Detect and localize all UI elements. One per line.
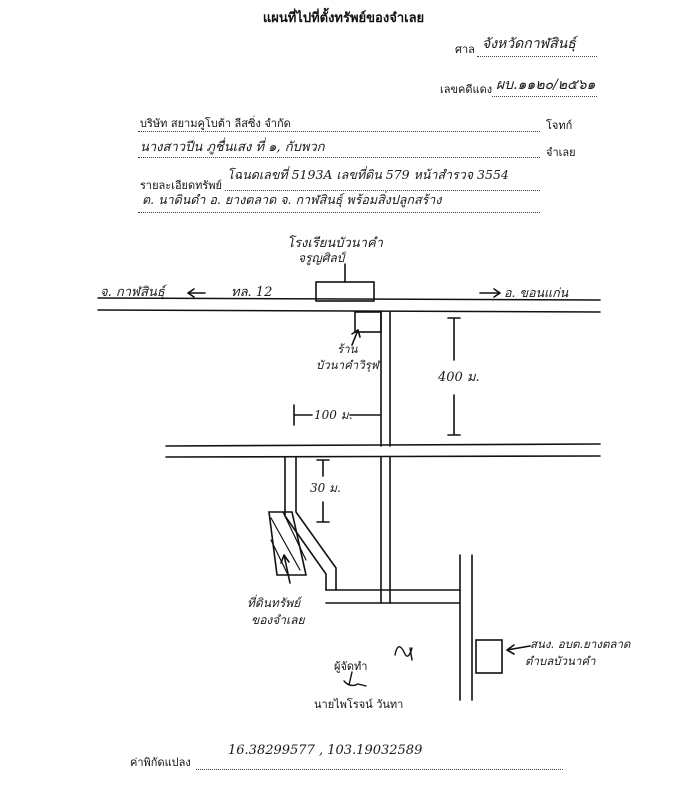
coordinates-dotline <box>196 769 563 770</box>
asset-line-1: โฉนดเลขที่ 5193A เลขที่ดิน 579 หน้าสำรวจ 3554 <box>227 167 509 182</box>
school-label: โรงเรียนบัวนาคำ <box>287 236 383 251</box>
plaintiff-label: โจทก์ <box>546 119 573 132</box>
defendant-label: จำเลย <box>546 146 576 159</box>
school-sublabel: จรูญศิลป์ <box>298 251 345 265</box>
land-label-2: ของจำเลย <box>251 613 305 627</box>
sao-label-2: ตำบลบัวนาคำ <box>525 654 596 668</box>
shop-label-2: บัวนาคำวิรุฬ <box>316 358 379 372</box>
shop-label-1: ร้าน <box>337 342 358 356</box>
right-road-label: อ. ขอนแก่น <box>504 285 569 300</box>
asset-label: รายละเอียดทรัพย์ <box>140 179 222 192</box>
asset-line-2: ต. นาดินดำ อ. ยางตลาด จ. กาฬสินธุ์ พร้อมสิ่งปลูกสร้าง <box>142 192 442 207</box>
dimension-400-label: 400 ม. <box>438 370 480 385</box>
sao-label-1: สนง. อบต.ยางตลาด <box>530 637 631 651</box>
land-label-1: ที่ดินทรัพย์ <box>247 596 301 610</box>
left-road-label: จ. กาฬสินธุ์ <box>100 285 165 300</box>
case-number-value: ผบ.๑๑๒๐/๒๕๖๑ <box>496 77 596 93</box>
dimension-30-label: 30 ม. <box>310 481 341 495</box>
plaintiff-value: บริษัท สยามคูโบต้า ลีสซิ่ง จำกัด <box>140 117 291 130</box>
preparer-name: นายไพโรจน์ วันทา <box>314 698 404 711</box>
case-number-label: เลขคดีแดง <box>440 83 493 96</box>
court-label: ศาล <box>455 43 475 56</box>
court-value: จังหวัดกาฬสินธุ์ <box>482 36 576 52</box>
preparer-label: ผู้จัดทำ <box>334 660 368 673</box>
page-title: แผนที่ไปที่ตั้งทรัพย์ของจำเลย <box>262 11 425 26</box>
defendant-value: นางสาวปีน ภูชื่นเสง ที่ ๑, กับพวก <box>140 140 325 155</box>
dimension-100-label: 100 ม. <box>314 408 353 422</box>
highway-label: ทล. 12 <box>231 285 273 300</box>
coordinates-label: ค่าพิกัดแปลง <box>130 756 191 769</box>
coordinates-value: 16.38299577 , 103.19032589 <box>228 743 423 758</box>
